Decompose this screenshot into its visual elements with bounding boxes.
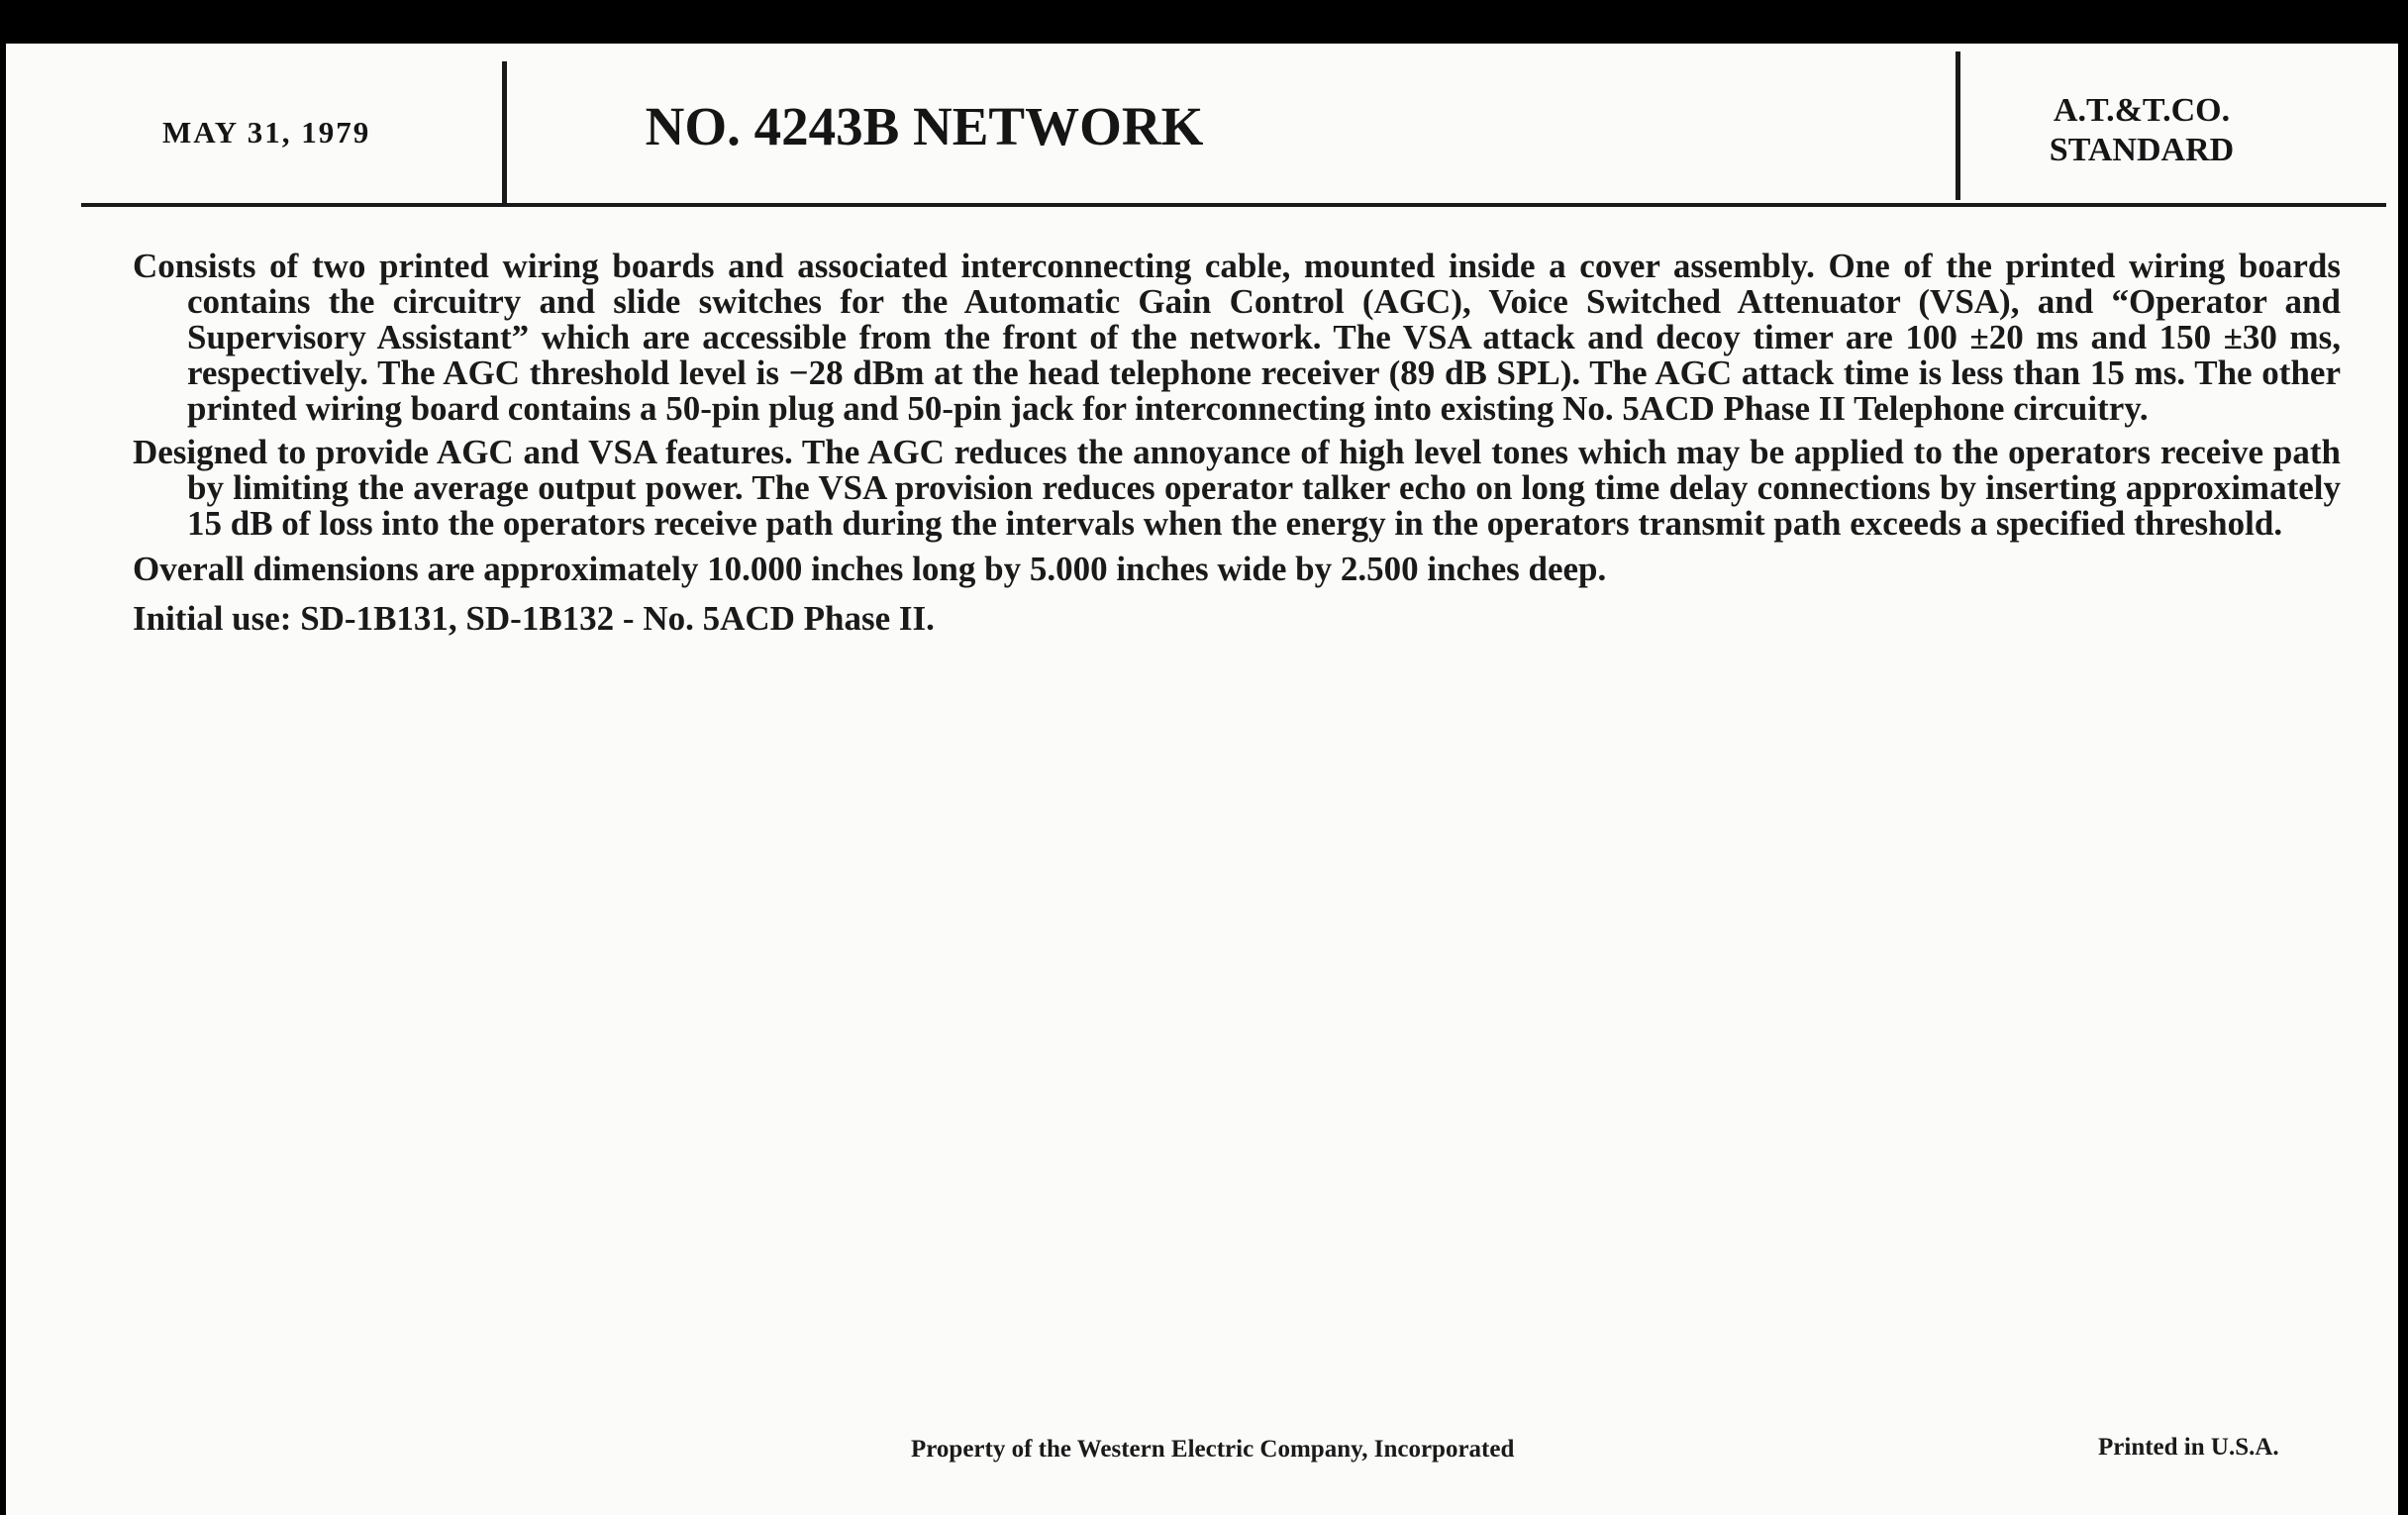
document-title: NO. 4243B NETWORK xyxy=(645,96,1204,156)
standard-line-1: A.T.&T.CO. xyxy=(2053,92,2231,129)
footer-printed: Printed in U.S.A. xyxy=(2098,1434,2279,1461)
standard-label xyxy=(2008,91,2275,170)
paragraph-initial-use: Initial use: SD-1B131, SD-1B132 - No. 5ACD Phase II. xyxy=(133,599,935,638)
footer-property: Property of the Western Electric Company, Incorporated xyxy=(911,1436,1515,1463)
header-divider-right xyxy=(1956,51,1960,200)
document-body xyxy=(133,249,2341,649)
scan-edge xyxy=(2398,0,2408,1515)
document-card xyxy=(6,44,2398,1515)
header-rule xyxy=(81,203,2386,207)
paragraph-purpose: Designed to provide AGC and VSA features. The AGC reduces the annoyance of high level tones which may be applied to the operators receive path by limiting the average output power. The VSA provision reduces operator talker echo on long time delay connections by inserting approximately 15 dB of loss into the operators receive path during the intervals when the energy in the operators transmit path exceeds a specified threshold. xyxy=(133,433,2341,543)
paragraph-dimensions: Overall dimensions are approximately 10.000 inches long by 5.000 inches wide by 2.500 inches deep. xyxy=(133,550,1607,588)
document-date: MAY 31, 1979 xyxy=(162,115,371,150)
standard-line-2: STANDARD xyxy=(2049,132,2235,168)
paragraph-description: Consists of two printed wiring boards and associated interconnecting cable, mounted inside a cover assembly. One of the printed wiring boards contains the circuitry and slide switches for the Automatic Gain Control (AGC), Voice Switched Attenuator (VSA), and “Operator and Supervisory Assistant” which are accessible from the front of the network. The VSA attack and decoy timer are 100 ±20 ms and 150 ±30 ms, respectively. The AGC threshold level is −28 dBm at the head telephone receiver (89 dB SPL). The AGC attack time is less than 15 ms. The other printed wiring board contains a 50-pin plug and 50-pin jack for interconnecting into existing No. 5ACD Phase II Telephone circuitry. xyxy=(133,247,2341,428)
